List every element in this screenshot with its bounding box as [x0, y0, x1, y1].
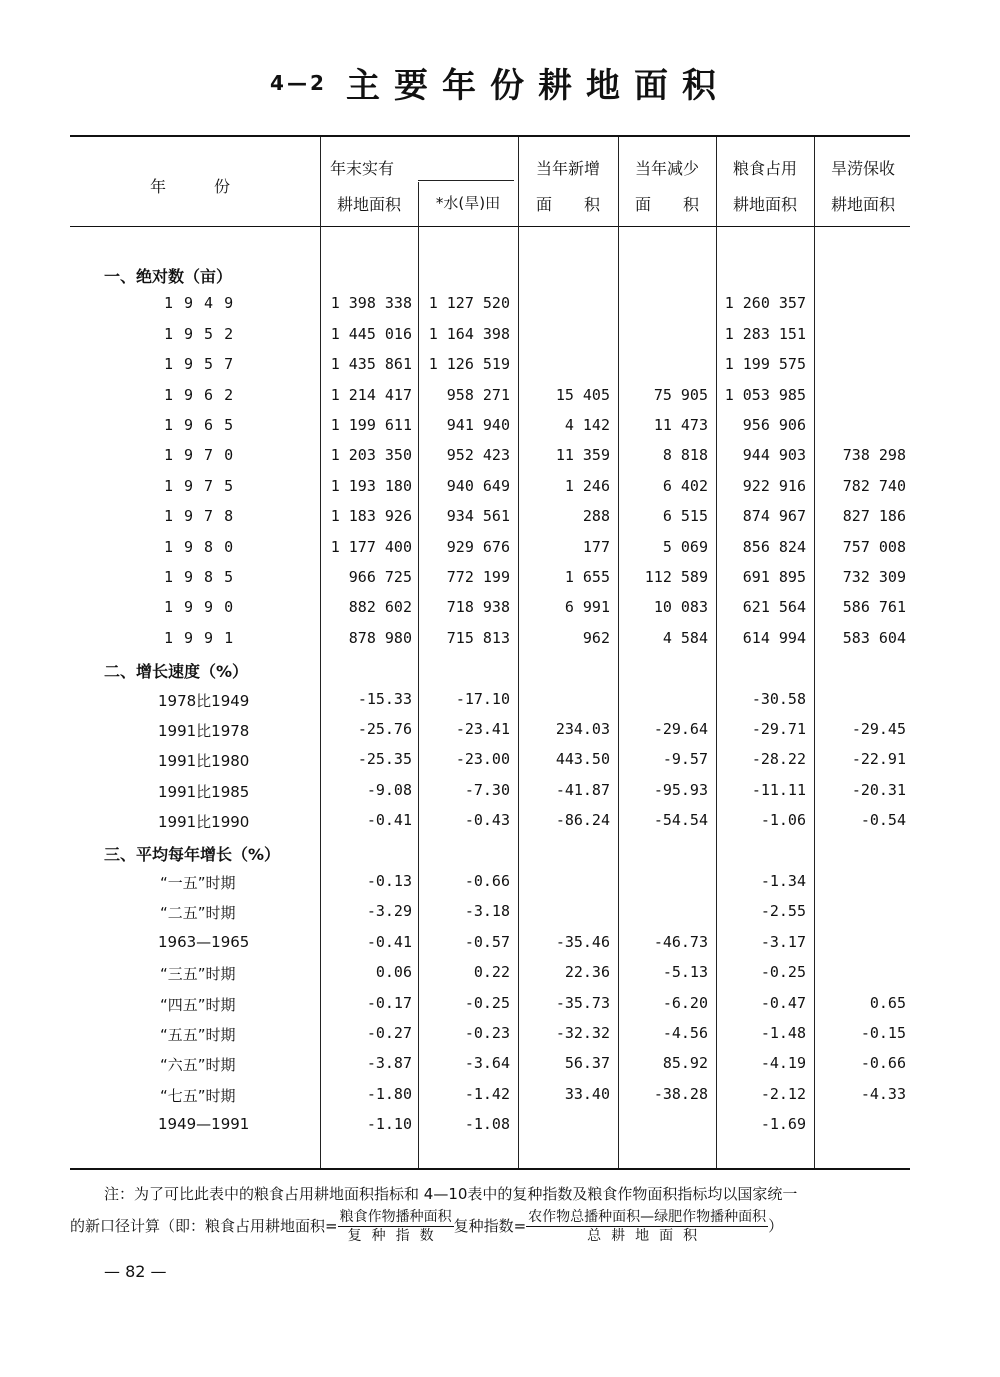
row-label: “一五”时期: [160, 874, 236, 892]
row-label: 1978比1949: [158, 691, 250, 710]
cell-col1: -25.35: [357, 750, 412, 769]
header-col5-bot: 耕地面积: [732, 195, 797, 214]
table-row: [0, 1048, 1000, 1078]
header-col3-bot: 面 积: [535, 195, 600, 214]
row-label: 1991比1980: [158, 752, 250, 771]
row-label: 1965: [164, 416, 245, 434]
cell-col2: 1 127 520: [428, 294, 510, 313]
row-label: “四五”时期: [160, 995, 236, 1014]
cell-col4: -46.73: [653, 932, 708, 951]
row-label: 1962: [164, 385, 245, 404]
cell-col4: -6.20: [662, 993, 708, 1012]
table-row: [0, 501, 1000, 531]
row-label: 1985: [164, 568, 245, 586]
table-bottom-rule: [70, 1168, 910, 1170]
cell-col6: -22.91: [851, 750, 906, 769]
cell-col5: 874 967: [742, 507, 806, 526]
fraction-multiple-crop: [526, 1208, 768, 1245]
table-row: [0, 380, 1000, 410]
cell-col5: 1 283 151: [724, 324, 806, 343]
page-number: — 82 —: [104, 1262, 167, 1281]
cell-col4: 6 515: [662, 507, 708, 526]
cell-col2: -23.00: [455, 750, 510, 769]
cell-col1: 966 725: [348, 568, 412, 586]
cell-col3: -41.87: [555, 780, 610, 799]
cell-col6: 0.65: [869, 993, 906, 1012]
cell-col1: 878 980: [348, 628, 412, 647]
cell-col1: 1 435 861: [330, 355, 412, 374]
cell-col1: -1.10: [366, 1115, 412, 1134]
row-label: “七五”时期: [160, 1086, 236, 1105]
header-group: 年末实有: [330, 159, 395, 178]
cell-col4: 5 069: [662, 537, 708, 556]
cell-col4: -5.13: [662, 963, 708, 982]
cell-col4: -54.54: [653, 811, 708, 830]
table-row: [0, 805, 1000, 835]
cell-col6: -0.15: [860, 1024, 906, 1042]
cell-col2: -3.64: [464, 1054, 510, 1073]
cell-col2: 934 561: [446, 507, 510, 526]
cell-col4: 75 905: [653, 385, 708, 404]
header-col4-bot: 面 积: [634, 195, 699, 214]
cell-col4: 8 818: [662, 446, 708, 465]
cell-col4: -9.57: [662, 750, 708, 769]
footnote-text-a: 的新口径计算（即：粮食占用耕地面积=: [70, 1217, 338, 1235]
cell-col1: -3.29: [366, 902, 412, 921]
cell-col3: 1 655: [564, 568, 610, 586]
cell-col1: 1 214 417: [330, 385, 412, 404]
cell-col1: -0.17: [366, 993, 412, 1012]
cell-col2: -3.18: [464, 902, 510, 921]
fraction-numerator: 粮食作物播种面积: [339, 1209, 452, 1225]
cell-col5: 621 564: [742, 598, 806, 617]
cell-col2: -0.43: [464, 811, 510, 830]
cell-col1: -25.76: [357, 720, 412, 738]
table-row: [0, 896, 1000, 926]
cell-col2: -17.10: [455, 689, 510, 708]
row-label: 1991比1978: [158, 722, 250, 740]
cell-col1: 0.06: [375, 963, 412, 982]
cell-col6: -0.54: [860, 811, 906, 830]
cell-col1: 882 602: [348, 598, 412, 617]
row-label: 1980: [164, 537, 245, 556]
cell-col6: 583 604: [842, 628, 906, 647]
header-col6-top: 旱涝保收: [830, 159, 895, 178]
fraction-denominator: 总耕地面积: [587, 1228, 708, 1244]
cell-col6: -0.66: [860, 1054, 906, 1073]
fraction-denominator: 复种指数: [347, 1228, 444, 1244]
cell-col5: -0.47: [760, 993, 806, 1012]
cell-col1: 1 183 926: [330, 507, 412, 526]
cell-col2: -0.23: [464, 1024, 510, 1042]
cell-col5: -1.69: [760, 1115, 806, 1134]
cell-col5: -1.48: [760, 1024, 806, 1042]
cell-col2: 0.22: [473, 963, 510, 982]
cell-col1: -9.08: [366, 780, 412, 799]
cell-col4: -4.56: [662, 1024, 708, 1042]
row-label: “五五”时期: [160, 1026, 236, 1044]
header-year: 年 份: [149, 177, 230, 196]
table-row: [0, 1109, 1000, 1139]
fraction-numerator: 农作物总播种面积—绿肥作物播种面积: [528, 1209, 767, 1225]
row-label: 1949—1991: [158, 1115, 250, 1134]
table-row: [0, 744, 1000, 774]
cell-col3: -86.24: [555, 811, 610, 830]
row-label: 1975: [164, 476, 245, 495]
cell-col4: 10 083: [653, 598, 708, 617]
cell-col2: 940 649: [446, 476, 510, 495]
row-label: 1978: [164, 507, 245, 526]
row-label: “三五”时期: [160, 965, 236, 984]
cell-col2: -0.66: [464, 872, 510, 890]
row-label: “六五”时期: [160, 1056, 236, 1075]
row-label: 1990: [164, 598, 245, 617]
cell-col6: -29.45: [851, 720, 906, 738]
table-row: [0, 1079, 1000, 1109]
cell-col2: 1 126 519: [428, 355, 510, 374]
header-bottom-rule: [70, 226, 910, 227]
cell-col6: 586 761: [842, 598, 906, 617]
cell-col1: 1 177 400: [330, 537, 412, 556]
cell-col5: -1.06: [760, 811, 806, 830]
cell-col4: -29.64: [653, 720, 708, 738]
row-label: “二五”时期: [160, 904, 236, 923]
table-row: [0, 532, 1000, 562]
cell-col5: -30.58: [751, 689, 806, 708]
cell-col5: 1 053 985: [724, 385, 806, 404]
cell-col3: 15 405: [555, 385, 610, 404]
cell-col2: 929 676: [446, 537, 510, 556]
cell-col2: 1 164 398: [428, 324, 510, 343]
cell-col2: 958 271: [446, 385, 510, 404]
cell-col3: 288: [582, 507, 610, 526]
table-row: [0, 866, 1000, 896]
cell-col5: -1.34: [760, 872, 806, 890]
cell-col3: 6 991: [564, 598, 610, 617]
cell-col1: 1 445 016: [330, 324, 412, 343]
cell-col6: -4.33: [860, 1084, 906, 1103]
cell-col5: -28.22: [751, 750, 806, 769]
cell-col5: 1 199 575: [724, 355, 806, 374]
table-row: [0, 927, 1000, 957]
cell-col3: 177: [582, 537, 610, 556]
cell-col4: 4 584: [662, 628, 708, 647]
cell-col2: 952 423: [446, 446, 510, 465]
table-row: [0, 471, 1000, 501]
table-row: [0, 714, 1000, 744]
cell-col5: -11.11: [751, 780, 806, 799]
header-col4-top: 当年减少: [634, 159, 699, 178]
cell-col3: 11 359: [555, 446, 610, 465]
cell-col1: -3.87: [366, 1054, 412, 1073]
cell-col1: 1 199 611: [330, 416, 412, 434]
cell-col2: 772 199: [446, 568, 510, 586]
cell-col2: 941 940: [446, 416, 510, 434]
cell-col2: -1.08: [464, 1115, 510, 1134]
table-row: [0, 623, 1000, 653]
cell-col3: 56.37: [564, 1054, 610, 1073]
row-label: 1991: [164, 628, 245, 647]
cell-col3: 234.03: [555, 720, 610, 738]
cell-col1: 1 193 180: [330, 476, 412, 495]
cell-col2: 715 813: [446, 628, 510, 647]
cell-col6: -20.31: [851, 780, 906, 799]
cell-col3: 22.36: [564, 963, 610, 982]
footnote: [70, 1182, 930, 1245]
cell-col3: -35.73: [555, 993, 610, 1012]
cell-col4: 85.92: [662, 1054, 708, 1073]
row-label: 1957: [164, 355, 245, 374]
cell-col1: -0.41: [366, 811, 412, 830]
cell-col1: -1.80: [366, 1084, 412, 1103]
header-col1: 耕地面积: [336, 195, 401, 214]
cell-col2: -7.30: [464, 780, 510, 799]
table-row: [0, 1018, 1000, 1048]
cell-col5: 856 824: [742, 537, 806, 556]
section-title: 二、增长速度（%）: [104, 662, 249, 682]
cell-col2: 718 938: [446, 598, 510, 617]
cell-col3: 443.50: [555, 750, 610, 769]
cell-col2: -23.41: [455, 720, 510, 738]
cell-col4: 112 589: [644, 568, 708, 586]
cell-col6: 782 740: [842, 476, 906, 495]
cell-col1: -0.41: [366, 932, 412, 951]
table-title: 主要年份耕地面积: [345, 66, 730, 106]
cell-col3: 962: [582, 628, 610, 647]
cell-col5: -0.25: [760, 963, 806, 982]
cell-col2: -0.25: [464, 993, 510, 1012]
cell-col5: 956 906: [742, 416, 806, 434]
table-row: [0, 288, 1000, 318]
table-row: [0, 440, 1000, 470]
cell-col3: 33.40: [564, 1084, 610, 1103]
cell-col5: 1 260 357: [724, 294, 806, 313]
cell-col1: 1 203 350: [330, 446, 412, 465]
cell-col5: -2.55: [760, 902, 806, 921]
header-col3-top: 当年新增: [535, 159, 600, 178]
table-number: 4—2: [270, 70, 327, 95]
cell-col6: 738 298: [842, 446, 906, 465]
header-col5-top: 粮食占用: [732, 159, 797, 178]
cell-col6: 757 008: [842, 537, 906, 556]
footnote-line1: 注：为了可比此表中的粮食占用耕地面积指标和 4—10表中的复种指数及粮食作物面积指标均以国家统一: [104, 1185, 798, 1203]
cell-col3: 1 246: [564, 476, 610, 495]
table-row: [0, 684, 1000, 714]
cell-col6: 732 309: [842, 568, 906, 586]
cell-col3: -32.32: [555, 1024, 610, 1042]
cell-col2: -0.57: [464, 932, 510, 951]
cell-col1: -0.13: [366, 872, 412, 890]
cell-col4: 11 473: [653, 416, 708, 434]
fraction-grain: [338, 1208, 454, 1245]
table-top-rule: [70, 135, 910, 137]
cell-col5: 691 895: [742, 568, 806, 586]
footnote-text-b: 复种指数=: [453, 1217, 527, 1235]
table-row: [0, 592, 1000, 622]
cell-col5: 944 903: [742, 446, 806, 465]
cell-col5: 922 916: [742, 476, 806, 495]
page-title: [0, 58, 1000, 107]
cell-col1: -15.33: [357, 689, 412, 708]
cell-col3: -35.46: [555, 932, 610, 951]
row-label: 1991比1985: [158, 782, 250, 801]
header-col2: *水(旱)田: [435, 194, 501, 212]
cell-col5: -3.17: [760, 932, 806, 951]
table-row: [0, 349, 1000, 379]
cell-col1: -0.27: [366, 1024, 412, 1042]
cell-col1: 1 398 338: [330, 294, 412, 313]
footnote-text-c: ）: [768, 1217, 784, 1235]
row-label: 1963—1965: [158, 932, 250, 951]
header-col6-bot: 耕地面积: [830, 195, 895, 214]
cell-col6: 827 186: [842, 507, 906, 526]
table-row: [0, 957, 1000, 987]
row-label: 1952: [164, 324, 245, 343]
footnote-line2: [70, 1208, 930, 1245]
section-title: 三、平均每年增长（%）: [104, 844, 281, 864]
table-row: [0, 410, 1000, 440]
cell-col5: -2.12: [760, 1084, 806, 1103]
cell-col4: -38.28: [653, 1084, 708, 1103]
group-rule: [418, 180, 514, 181]
row-label: 1970: [164, 446, 245, 465]
cell-col5: -29.71: [751, 720, 806, 738]
cell-col5: -4.19: [760, 1054, 806, 1073]
cell-col5: 614 994: [742, 628, 806, 647]
cell-col3: 4 142: [564, 416, 610, 434]
table-row: [0, 562, 1000, 592]
cell-col4: -95.93: [653, 780, 708, 799]
section-title: 一、绝对数（亩）: [104, 267, 233, 286]
table-row: [0, 319, 1000, 349]
table-row: [0, 775, 1000, 805]
table-row: [0, 988, 1000, 1018]
cell-col2: -1.42: [464, 1084, 510, 1103]
row-label: 1991比1990: [158, 813, 250, 832]
row-label: 1949: [164, 294, 245, 313]
cell-col4: 6 402: [662, 476, 708, 495]
